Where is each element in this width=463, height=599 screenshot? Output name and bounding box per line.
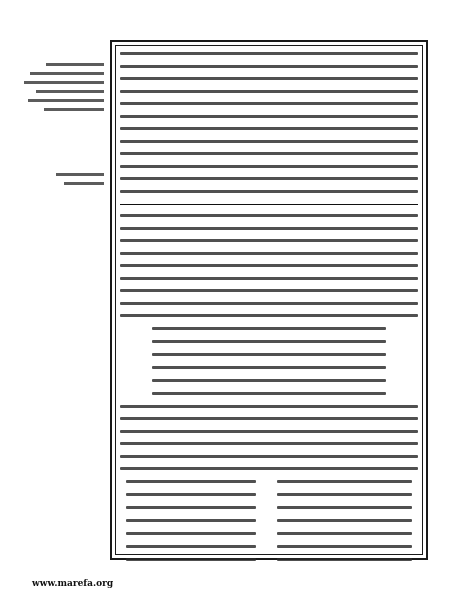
text-line [120, 442, 418, 445]
text-line [152, 379, 386, 382]
text-line [120, 405, 418, 408]
text-line [152, 366, 386, 369]
text-line [152, 353, 386, 356]
text-line [277, 480, 412, 483]
text-line [120, 65, 418, 68]
text-line [120, 165, 418, 168]
text-line [277, 532, 412, 535]
text-line [126, 545, 256, 548]
text-line [120, 302, 418, 305]
text-line [120, 102, 418, 105]
text-line [120, 177, 418, 180]
text-line [120, 127, 418, 130]
section-divider [120, 204, 418, 205]
text-line [277, 493, 412, 496]
marginal-gloss-column-lower [12, 168, 104, 191]
text-line [126, 480, 256, 483]
text-line [152, 327, 386, 330]
footer-url: www.marefa.org [32, 579, 114, 589]
text-line [120, 90, 418, 93]
text-line [120, 467, 418, 470]
text-line [126, 532, 256, 535]
text-line [277, 545, 412, 548]
text-line [120, 264, 418, 267]
text-line [120, 140, 418, 143]
main-text-frame [110, 40, 428, 560]
text-line [126, 493, 256, 496]
text-line [120, 239, 418, 242]
text-line [120, 455, 418, 458]
text-line [277, 519, 412, 522]
text-line [120, 77, 418, 80]
text-line [126, 519, 256, 522]
text-line [126, 558, 256, 561]
text-line [120, 430, 418, 433]
marginal-gloss-column [12, 58, 104, 117]
text-line [277, 506, 412, 509]
text-line [120, 152, 418, 155]
text-line [120, 214, 418, 217]
text-line [120, 252, 418, 255]
text-line [120, 314, 418, 317]
text-line [126, 506, 256, 509]
text-line [277, 558, 412, 561]
text-line [120, 277, 418, 280]
text-line [120, 289, 418, 292]
text-line [152, 392, 386, 395]
text-line [120, 115, 418, 118]
text-line [152, 340, 386, 343]
text-line [120, 190, 418, 193]
text-line [120, 52, 418, 55]
text-line [120, 227, 418, 230]
text-line [120, 417, 418, 420]
